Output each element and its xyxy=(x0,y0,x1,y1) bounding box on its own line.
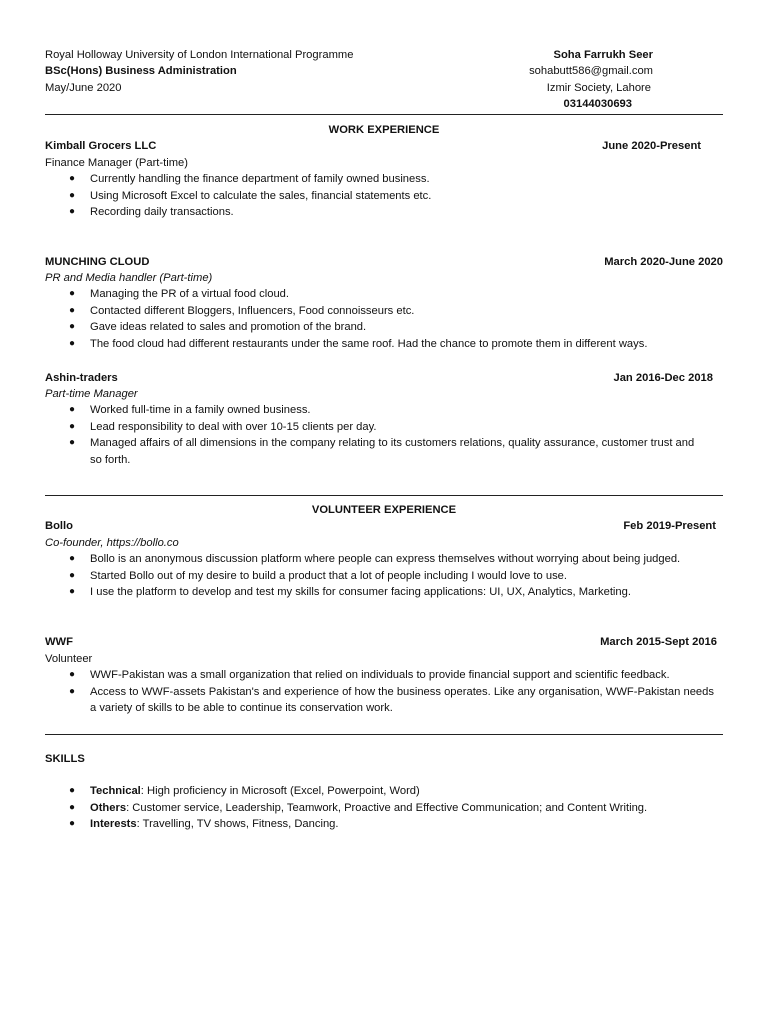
bullet-icon: ● xyxy=(69,785,76,796)
graduation-date: May/June 2020 xyxy=(45,82,122,94)
volunteer-org: Bollo xyxy=(45,520,73,532)
bullet-icon: ● xyxy=(69,189,76,201)
bullet-icon: ● xyxy=(69,404,76,415)
email: sohabutt586@gmail.com xyxy=(529,65,653,77)
volunteer-dates: March 2015-Sept 2016 xyxy=(600,636,717,648)
applicant-name: Soha Farrukh Seer xyxy=(553,49,653,61)
work-bullets xyxy=(45,286,723,352)
bullet-icon: ● xyxy=(69,304,76,316)
list-item: ● Started Bollo out of my desire to build a product that a lot of people including I would love to use. xyxy=(45,568,705,585)
bullet-icon: ● xyxy=(69,669,76,680)
work-dates: Jan 2016-Dec 2018 xyxy=(613,372,713,384)
skill-label: Technical xyxy=(90,785,141,797)
volunteer-bullets xyxy=(45,551,705,601)
bullet-icon: ● xyxy=(69,569,76,581)
bullet-icon: ● xyxy=(69,818,76,829)
list-item: ● Currently handling the finance department of family owned business. xyxy=(45,171,723,188)
list-item: ● Others: Customer service, Leadership, Teamwork, Proactive and Effective Communication; and Content Writing. xyxy=(45,800,723,817)
list-item: ● The food cloud had different restaurants under the same roof. Had the chance to promote them in different ways. xyxy=(45,336,723,353)
list-item: ● Interests: Travelling, TV shows, Fitness, Dancing. xyxy=(45,816,723,833)
work-role: PR and Media handler (Part-time) xyxy=(45,272,213,284)
section-divider xyxy=(45,114,723,115)
list-item: ● WWF-Pakistan was a small organization that relied on individuals to provide financial support and scientific feedback. xyxy=(45,667,723,684)
bullet-icon: ● xyxy=(69,801,76,813)
work-bullets xyxy=(45,402,705,468)
phone: 03144030693 xyxy=(563,98,632,110)
bullet-icon: ● xyxy=(69,553,76,564)
section-title-work: WORK EXPERIENCE xyxy=(328,124,440,136)
section-title-skills: SKILLS xyxy=(45,753,85,765)
list-item: ● Contacted different Bloggers, Influencers, Food connoisseurs etc. xyxy=(45,303,723,320)
section-title-volunteer: VOLUNTEER EXPERIENCE xyxy=(311,504,457,516)
bullet-icon: ● xyxy=(69,685,76,697)
work-org: Kimball Grocers LLC xyxy=(45,140,157,152)
bullet-icon: ● xyxy=(69,321,76,332)
work-role: Part-time Manager xyxy=(45,388,138,400)
volunteer-role: Volunteer xyxy=(45,653,93,665)
volunteer-dates: Feb 2019-Present xyxy=(623,520,716,532)
skill-label: Interests xyxy=(90,818,137,830)
work-dates: June 2020-Present xyxy=(602,140,701,152)
address: Izmir Society, Lahore xyxy=(546,82,651,94)
list-item: ● Bollo is an anonymous discussion platform where people can express themselves without worrying about being judged. xyxy=(45,551,705,568)
bullet-icon: ● xyxy=(69,337,76,349)
list-item: ● Recording daily transactions. xyxy=(45,204,723,221)
bullet-icon: ● xyxy=(69,437,76,448)
bullet-icon: ● xyxy=(69,173,76,184)
volunteer-role: Co-founder, https://bollo.co xyxy=(45,537,179,549)
list-item: ● Managing the PR of a virtual food cloud. xyxy=(45,286,723,303)
list-item: ● Lead responsibility to deal with over 10-15 clients per day. xyxy=(45,419,705,436)
institution: Royal Holloway University of London International Programme xyxy=(45,49,354,61)
volunteer-bullets xyxy=(45,667,723,717)
bullet-icon: ● xyxy=(69,288,76,299)
bullet-icon: ● xyxy=(69,586,76,597)
section-divider xyxy=(45,734,723,735)
list-item: ● Using Microsoft Excel to calculate the sales, financial statements etc. xyxy=(45,188,723,205)
work-org: MUNCHING CLOUD xyxy=(45,256,150,268)
work-role: Finance Manager (Part-time) xyxy=(45,157,189,169)
work-bullets xyxy=(45,171,723,221)
bullet-icon: ● xyxy=(69,206,76,217)
work-dates: March 2020-June 2020 xyxy=(604,256,723,268)
volunteer-org: WWF xyxy=(45,636,73,648)
list-item: ● I use the platform to develop and test my skills for consumer facing applications: UI, UX, Analytics, Marketing. xyxy=(45,584,705,601)
bullet-icon: ● xyxy=(69,420,76,432)
resume-page xyxy=(45,0,723,1024)
list-item: ● Managed affairs of all dimensions in the company relating to its customers relations, quality assurance, customer trust and so forth. xyxy=(69,437,695,466)
work-org: Ashin-traders xyxy=(45,372,118,384)
degree: BSc(Hons) Business Administration xyxy=(45,65,237,77)
skills-bullets xyxy=(45,783,723,833)
list-item: ● Access to WWF-assets Pakistan's and experience of how the business operates. Like any organisation, WWF-Pakistan needs a variety of skills to be able to continue its conservation work. xyxy=(69,685,714,714)
skill-label: Others xyxy=(90,801,127,814)
section-divider xyxy=(45,495,723,496)
list-item: ● Gave ideas related to sales and promotion of the brand. xyxy=(45,319,723,336)
list-item: ● Worked full-time in a family owned business. xyxy=(45,402,705,419)
list-item: ● Technical: High proficiency in Microsoft (Excel, Powerpoint, Word) xyxy=(45,783,723,800)
